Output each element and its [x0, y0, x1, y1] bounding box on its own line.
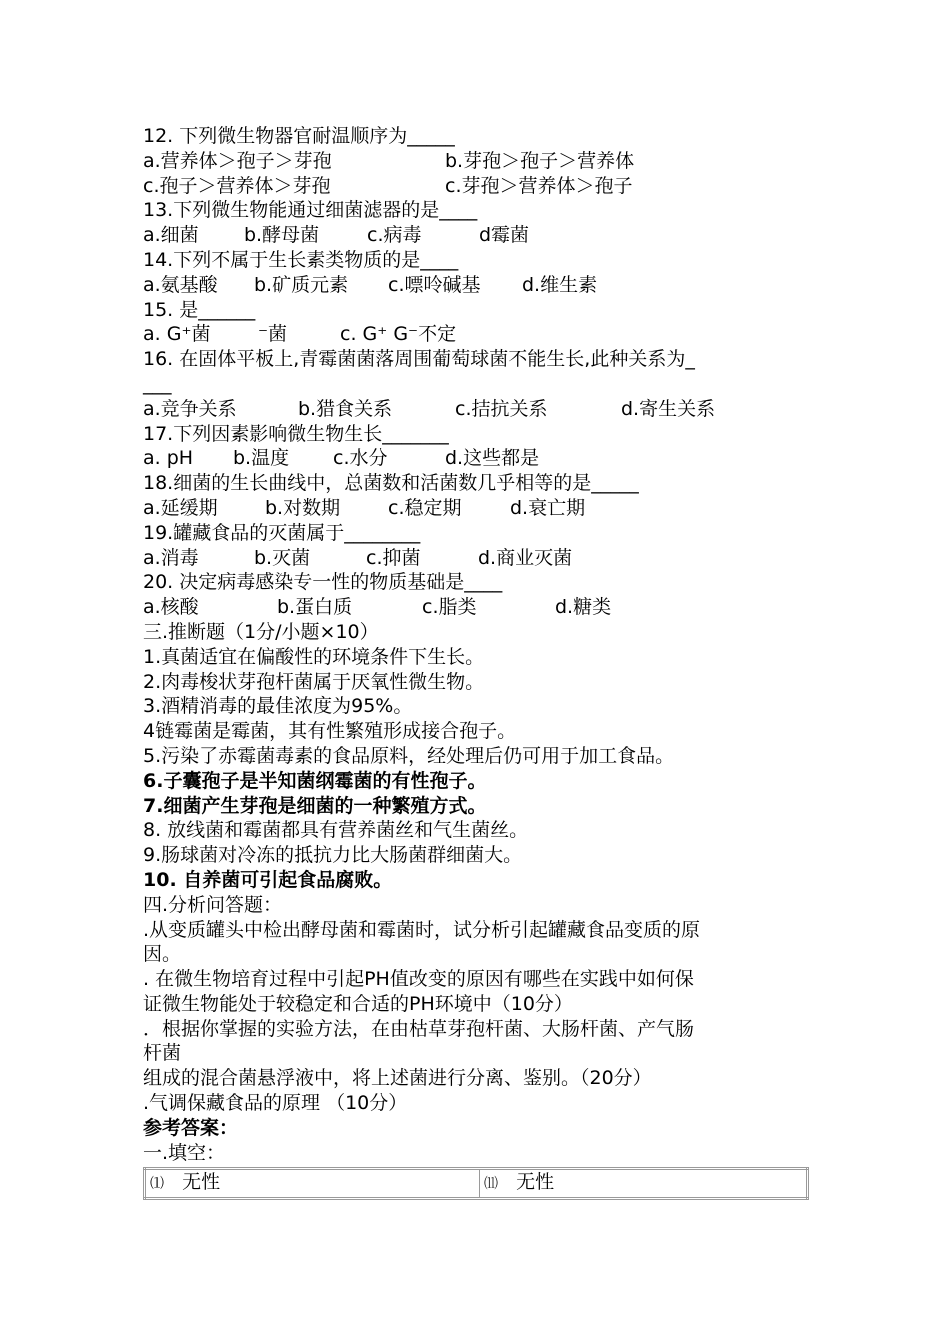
text-line-a1b: 因。 — [143, 943, 182, 966]
answer-num-right: ⑾ — [484, 1176, 498, 1193]
option-q17o-1: b.温度 — [233, 447, 290, 470]
option-q20o-2: c.脂类 — [422, 596, 477, 619]
text-line-q18: 18.细菌的生长曲线中，总菌数和活菌数几乎相等的是_____ — [143, 472, 639, 495]
document-page — [143, 124, 823, 1200]
text-line-t2: 2.肉毒梭状芽孢杆菌属于厌氧性微生物。 — [143, 670, 485, 693]
text-line-q17o — [143, 446, 823, 471]
text-line-s4: 四.分析问答题： — [143, 893, 283, 916]
option-q12o1-0: a.营养体＞孢子＞芽孢 — [143, 149, 332, 172]
text-line-q18o — [143, 496, 823, 521]
text-line-t10: 10. 自养菌可引起食品腐败。 — [143, 868, 393, 891]
text-line-a3c: 组成的混合菌悬浮液中，将上述菌进行分离、鉴别。（20分） — [143, 1067, 652, 1090]
text-line-q14: 14.下列不属于生长素类物质的是____ — [143, 248, 459, 271]
option-q18o-0: a.延缓期 — [143, 496, 218, 519]
text-line-t6: 6.子囊孢子是半知菌纲霉菌的有性孢子。 — [143, 769, 487, 792]
text-line-q20o — [143, 595, 823, 620]
option-q14o-0: a.氨基酸 — [143, 273, 218, 296]
text-line-t5: 5.污染了赤霉菌毒素的食品原料，经处理后仍可用于加工食品。 — [143, 744, 675, 767]
option-q19o-3: d.商业灭菌 — [478, 546, 573, 569]
text-line-q17: 17.下列因素影响微生物生长_______ — [143, 422, 449, 445]
text-line-ref: 参考答案： — [143, 1116, 239, 1139]
option-q15o-2: c. G⁺ G⁻不定 — [340, 323, 457, 346]
text-line-q15o — [143, 322, 823, 347]
text-line-a2a: . 在微生物培育过程中引起PH值改变的原因有哪些在实践中如何保 — [143, 968, 694, 991]
option-q14o-2: c.嘌呤碱基 — [388, 273, 481, 296]
option-q13o-2: c.病毒 — [367, 224, 422, 247]
option-q16o-3: d.寄生关系 — [621, 397, 716, 420]
option-q14o-3: d.维生素 — [522, 273, 598, 296]
option-q16o-1: b.猎食关系 — [298, 397, 393, 420]
option-q20o-1: b.蛋白质 — [277, 596, 353, 619]
text-line-q16a: 16. 在固体平板上,青霉菌菌落周围葡萄球菌不能生长,此种关系为_ — [143, 348, 695, 371]
text-line-t4: 4链霉菌是霉菌，其有性繁殖形成接合孢子。 — [143, 720, 517, 743]
answer-text-left: 无性 — [182, 1171, 221, 1194]
text-line-q15: 15. 是______ — [143, 298, 256, 321]
option-q16o-2: c.拮抗关系 — [455, 397, 548, 420]
text-line-t9: 9.肠球菌对冷冻的抵抗力比大肠菌群细菌大。 — [143, 844, 523, 867]
text-line-q16o — [143, 397, 823, 422]
option-q14o-1: b.矿质元素 — [254, 273, 349, 296]
option-q19o-0: a.消毒 — [143, 546, 199, 569]
text-line-q13o — [143, 223, 823, 248]
text-line-s3: 三.推断题（1分/小题×10） — [143, 620, 379, 643]
option-q17o-0: a. pH — [143, 447, 194, 470]
text-line-t8: 8. 放线菌和霉菌都具有营养菌丝和气生菌丝。 — [143, 819, 529, 842]
text-line-q13: 13.下列微生物能通过细菌滤器的是____ — [143, 199, 478, 222]
answer-num-left: ⑴ — [150, 1176, 164, 1193]
answer-cell-left — [145, 1169, 480, 1199]
option-q15o-0: a. G⁺菌 — [143, 323, 211, 346]
text-line-q12o2 — [143, 174, 823, 199]
text-line-a4: .气调保藏食品的原理 （10分） — [143, 1092, 408, 1115]
option-q20o-0: a.核酸 — [143, 596, 199, 619]
text-line-q16b: ___ — [143, 372, 172, 395]
text-line-a2b: 证微生物能处于较稳定和合适的PH环境中（10分） — [143, 992, 573, 1015]
answer-table — [143, 1167, 809, 1200]
option-q19o-2: c.抑菌 — [366, 546, 421, 569]
option-q19o-1: b.灭菌 — [254, 546, 311, 569]
option-q15o-1: ⁻菌 — [258, 323, 288, 346]
option-q13o-1: b.酵母菌 — [244, 224, 320, 247]
text-line-a3a: ．根据你掌握的实验方法，在由枯草芽孢杆菌、大肠杆菌、产气肠 — [143, 1017, 695, 1040]
option-q12o2-1: c.芽孢＞营养体＞孢子 — [445, 174, 633, 197]
text-line-t3: 3.酒精消毒的最佳浓度为95%。 — [143, 695, 413, 718]
text-line-a1a: .从变质罐头中检出酵母菌和霉菌时，试分析引起罐藏食品变质的原 — [143, 918, 701, 941]
option-q18o-2: c.稳定期 — [388, 496, 462, 519]
answer-cell-right — [480, 1169, 808, 1199]
text-line-fill: 一.填空： — [143, 1141, 226, 1164]
text-line-t7: 7.细菌产生芽孢是细菌的一种繁殖方式。 — [143, 794, 487, 817]
option-q13o-0: a.细菌 — [143, 224, 199, 247]
option-q20o-3: d.糖类 — [555, 596, 612, 619]
option-q13o-3: d霉菌 — [479, 224, 530, 247]
answer-text-right: 无性 — [516, 1171, 555, 1194]
text-line-a3b: 杆菌 — [143, 1042, 182, 1065]
option-q17o-2: c.水分 — [333, 447, 388, 470]
text-line-q14o — [143, 273, 823, 298]
answer-row — [145, 1169, 808, 1199]
option-q18o-1: b.对数期 — [265, 496, 341, 519]
option-q16o-0: a.竞争关系 — [143, 397, 237, 420]
text-line-q12: 12. 下列微生物器官耐温顺序为_____ — [143, 125, 455, 147]
option-q17o-3: d.这些都是 — [445, 447, 540, 470]
text-line-q12o1 — [143, 149, 823, 174]
text-line-q20: 20. 决定病毒感染专一性的物质基础是____ — [143, 571, 503, 594]
text-line-q19: 19.罐藏食品的灭菌属于________ — [143, 521, 421, 544]
option-q12o1-1: b.芽孢＞孢子＞营养体 — [445, 149, 635, 172]
text-line-t1: 1.真菌适宜在偏酸性的环境条件下生长。 — [143, 645, 485, 668]
option-q18o-3: d.衰亡期 — [510, 496, 586, 519]
text-line-q19o — [143, 546, 823, 571]
option-q12o2-0: c.孢子＞营养体＞芽孢 — [143, 174, 331, 197]
